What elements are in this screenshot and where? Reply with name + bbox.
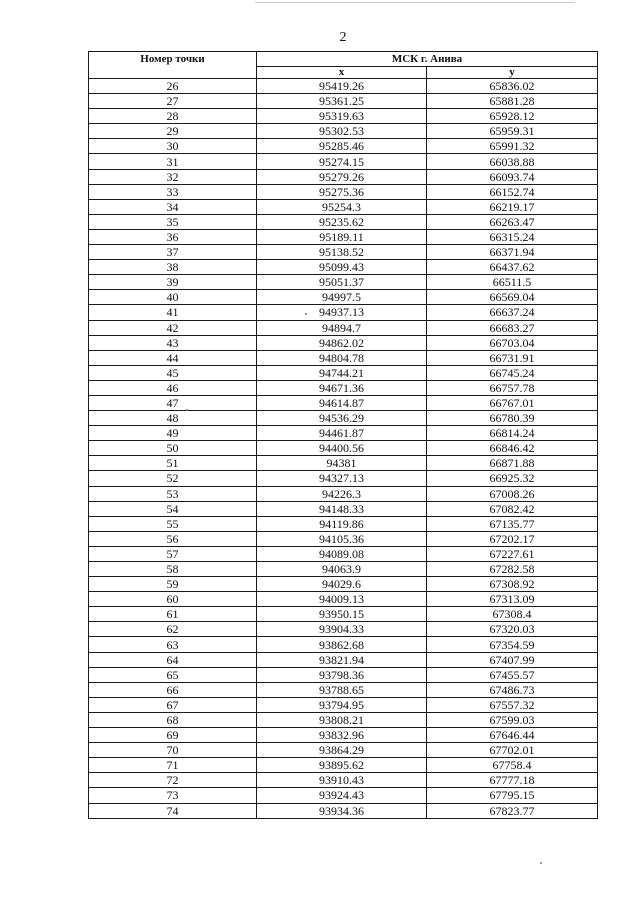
y-cell: 66315.24 — [427, 229, 598, 244]
table-row — [89, 682, 598, 697]
y-cell: 66637.24 — [427, 305, 598, 320]
point-number-cell: 38 — [89, 260, 257, 275]
point-number-cell: 50 — [89, 441, 257, 456]
x-cell: 95051.37 — [257, 275, 427, 290]
x-cell: 94009.13 — [257, 592, 427, 607]
x-cell: 93864.29 — [257, 743, 427, 758]
x-cell: 93934.36 — [257, 803, 427, 818]
x-cell: 95099.43 — [257, 260, 427, 275]
y-cell: 66745.24 — [427, 365, 598, 380]
y-cell: 67282.58 — [427, 562, 598, 577]
y-cell: 67407.99 — [427, 652, 598, 667]
point-number-cell: 32 — [89, 169, 257, 184]
x-cell: 93821.94 — [257, 652, 427, 667]
y-cell: 65881.28 — [427, 94, 598, 109]
point-number-cell: 46 — [89, 380, 257, 395]
y-cell: 66846.42 — [427, 441, 598, 456]
table-row — [89, 592, 598, 607]
point-number-cell: 44 — [89, 350, 257, 365]
table-row — [89, 577, 598, 592]
y-cell: 67777.18 — [427, 773, 598, 788]
table-row — [89, 562, 598, 577]
page-number: 2 — [339, 30, 347, 45]
y-cell: 66219.17 — [427, 199, 598, 214]
point-number-cell: 65 — [89, 667, 257, 682]
y-cell: 67308.4 — [427, 607, 598, 622]
x-cell: 94862.02 — [257, 335, 427, 350]
y-cell: 65836.02 — [427, 79, 598, 94]
y-cell: 66371.94 — [427, 245, 598, 260]
x-cell: 94226.3 — [257, 486, 427, 501]
x-cell: 93924.43 — [257, 788, 427, 803]
point-number-cell: 51 — [89, 456, 257, 471]
y-cell: 65991.32 — [427, 139, 598, 154]
y-cell: 66152.74 — [427, 184, 598, 199]
point-number-cell: 66 — [89, 682, 257, 697]
y-cell: 67135.77 — [427, 516, 598, 531]
x-cell: 94029.6 — [257, 577, 427, 592]
table-row — [89, 486, 598, 501]
x-cell: 95419.26 — [257, 79, 427, 94]
point-number-cell: 58 — [89, 562, 257, 577]
point-number-cell: 34 — [89, 199, 257, 214]
x-cell: 95319.63 — [257, 109, 427, 124]
x-cell: 94400.56 — [257, 441, 427, 456]
x-cell: 95361.25 — [257, 94, 427, 109]
point-number-cell: 26 — [89, 79, 257, 94]
y-cell: 66871.88 — [427, 456, 598, 471]
point-number-cell: 54 — [89, 501, 257, 516]
table-row — [89, 335, 598, 350]
point-number-cell: 30 — [89, 139, 257, 154]
point-number-cell: 72 — [89, 773, 257, 788]
table-row — [89, 712, 598, 727]
x-cell: 94063.9 — [257, 562, 427, 577]
x-cell: 95254.3 — [257, 199, 427, 214]
y-cell: 67354.59 — [427, 637, 598, 652]
point-number-cell: 56 — [89, 531, 257, 546]
y-cell: 67557.32 — [427, 697, 598, 712]
table-row — [89, 260, 598, 275]
table-row — [89, 275, 598, 290]
x-cell: 95285.46 — [257, 139, 427, 154]
point-number-cell: 36 — [89, 229, 257, 244]
point-number-cell: 52 — [89, 471, 257, 486]
table-row — [89, 184, 598, 199]
table-row — [89, 607, 598, 622]
y-cell: 67308.92 — [427, 577, 598, 592]
y-cell: 66780.39 — [427, 411, 598, 426]
point-number-header: Номер точки — [89, 52, 257, 79]
x-cell: 93788.65 — [257, 682, 427, 697]
x-cell: 93895.62 — [257, 758, 427, 773]
x-cell: 95275.36 — [257, 184, 427, 199]
table-row — [89, 758, 598, 773]
point-number-cell: 63 — [89, 637, 257, 652]
x-column-header: x — [257, 67, 427, 79]
x-cell: 94119.86 — [257, 516, 427, 531]
scan-speck — [305, 313, 307, 315]
table-row — [89, 199, 598, 214]
x-cell: 93862.68 — [257, 637, 427, 652]
x-cell: 93832.96 — [257, 728, 427, 743]
x-cell: 94671.36 — [257, 380, 427, 395]
scan-speck — [540, 862, 542, 864]
table-row — [89, 622, 598, 637]
y-cell: 67646.44 — [427, 728, 598, 743]
point-number-cell: 67 — [89, 697, 257, 712]
x-cell: 95274.15 — [257, 154, 427, 169]
x-cell: 94148.33 — [257, 501, 427, 516]
point-number-cell: 37 — [89, 245, 257, 260]
x-cell: 94461.87 — [257, 426, 427, 441]
x-cell: 94614.87 — [257, 395, 427, 410]
table-row — [89, 154, 598, 169]
y-cell: 67313.09 — [427, 592, 598, 607]
x-cell: 94381 — [257, 456, 427, 471]
table-row — [89, 380, 598, 395]
y-cell: 67008.26 — [427, 486, 598, 501]
y-cell: 66569.04 — [427, 290, 598, 305]
point-number-cell: 73 — [89, 788, 257, 803]
y-cell: 67758.4 — [427, 758, 598, 773]
y-cell: 66925.32 — [427, 471, 598, 486]
table-row — [89, 728, 598, 743]
point-number-cell: 33 — [89, 184, 257, 199]
point-number-cell: 59 — [89, 577, 257, 592]
point-number-cell: 29 — [89, 124, 257, 139]
table-row — [89, 788, 598, 803]
table-row — [89, 124, 598, 139]
x-cell: 95235.62 — [257, 214, 427, 229]
point-number-cell: 49 — [89, 426, 257, 441]
x-cell: 94744.21 — [257, 365, 427, 380]
x-cell: 94327.13 — [257, 471, 427, 486]
point-number-cell: 64 — [89, 652, 257, 667]
x-cell: 95302.53 — [257, 124, 427, 139]
y-cell: 67227.61 — [427, 546, 598, 561]
top-rule — [255, 2, 575, 3]
y-cell: 66703.04 — [427, 335, 598, 350]
table-row — [89, 411, 598, 426]
point-number-cell: 43 — [89, 335, 257, 350]
x-cell: 94536.29 — [257, 411, 427, 426]
table-row — [89, 456, 598, 471]
x-cell: 94105.36 — [257, 531, 427, 546]
x-cell: 93910.43 — [257, 773, 427, 788]
table-row — [89, 803, 598, 818]
y-cell: 66683.27 — [427, 320, 598, 335]
y-cell: 66038.88 — [427, 154, 598, 169]
y-cell: 67795.15 — [427, 788, 598, 803]
table-row — [89, 290, 598, 305]
point-number-cell: 70 — [89, 743, 257, 758]
y-cell: 67486.73 — [427, 682, 598, 697]
table-row — [89, 441, 598, 456]
table-row — [89, 531, 598, 546]
x-cell: 94089.08 — [257, 546, 427, 561]
y-column-header: y — [427, 67, 598, 79]
scan-speck — [186, 409, 188, 411]
point-number-cell: 69 — [89, 728, 257, 743]
y-cell: 67202.17 — [427, 531, 598, 546]
y-cell: 66767.01 — [427, 395, 598, 410]
table-row — [89, 169, 598, 184]
y-cell: 67455.57 — [427, 667, 598, 682]
y-cell: 66511.5 — [427, 275, 598, 290]
table-row — [89, 743, 598, 758]
point-number-cell: 41 — [89, 305, 257, 320]
table-row — [89, 501, 598, 516]
table-row — [89, 245, 598, 260]
x-cell: 94937.13 — [257, 305, 427, 320]
table-row — [89, 652, 598, 667]
table-row — [89, 305, 598, 320]
point-number-cell: 55 — [89, 516, 257, 531]
point-number-cell: 40 — [89, 290, 257, 305]
point-number-cell: 74 — [89, 803, 257, 818]
coordinate-system-header: МСК г. Анива — [257, 52, 598, 67]
table-row — [89, 516, 598, 531]
point-number-cell: 28 — [89, 109, 257, 124]
x-cell: 93798.36 — [257, 667, 427, 682]
point-number-cell: 31 — [89, 154, 257, 169]
x-cell: 95279.26 — [257, 169, 427, 184]
y-cell: 66263.47 — [427, 214, 598, 229]
x-cell: 94804.78 — [257, 350, 427, 365]
table-body — [89, 79, 598, 819]
y-cell: 65959.31 — [427, 124, 598, 139]
table-row — [89, 395, 598, 410]
point-number-cell: 68 — [89, 712, 257, 727]
table-row — [89, 426, 598, 441]
coordinates-table — [88, 51, 598, 819]
y-cell: 66814.24 — [427, 426, 598, 441]
x-cell: 95189.11 — [257, 229, 427, 244]
x-cell: 93794.95 — [257, 697, 427, 712]
y-cell: 65928.12 — [427, 109, 598, 124]
table-row — [89, 320, 598, 335]
table-row — [89, 697, 598, 712]
y-cell: 66437.62 — [427, 260, 598, 275]
y-cell: 67599.03 — [427, 712, 598, 727]
y-cell: 66731.91 — [427, 350, 598, 365]
table-row — [89, 109, 598, 124]
y-cell: 67823.77 — [427, 803, 598, 818]
x-cell: 94894.7 — [257, 320, 427, 335]
table-row — [89, 546, 598, 561]
point-number-cell: 60 — [89, 592, 257, 607]
point-number-cell: 42 — [89, 320, 257, 335]
y-cell: 66757.78 — [427, 380, 598, 395]
point-number-cell: 61 — [89, 607, 257, 622]
x-cell: 94997.5 — [257, 290, 427, 305]
x-cell: 93950.15 — [257, 607, 427, 622]
point-number-cell: 47 — [89, 395, 257, 410]
point-number-cell: 39 — [89, 275, 257, 290]
table-row — [89, 79, 598, 94]
table-row — [89, 773, 598, 788]
y-cell: 67702.01 — [427, 743, 598, 758]
y-cell: 67082.42 — [427, 501, 598, 516]
table-row — [89, 229, 598, 244]
x-cell: 93904.33 — [257, 622, 427, 637]
table-row — [89, 94, 598, 109]
y-cell: 67320.03 — [427, 622, 598, 637]
point-number-cell: 53 — [89, 486, 257, 501]
point-number-cell: 35 — [89, 214, 257, 229]
table-row — [89, 365, 598, 380]
point-number-cell: 48 — [89, 411, 257, 426]
table-row — [89, 667, 598, 682]
table-row — [89, 139, 598, 154]
table-row — [89, 637, 598, 652]
table-row — [89, 471, 598, 486]
table-row — [89, 214, 598, 229]
point-number-cell: 71 — [89, 758, 257, 773]
point-number-cell: 27 — [89, 94, 257, 109]
table-row — [89, 350, 598, 365]
point-number-cell: 45 — [89, 365, 257, 380]
x-cell: 95138.52 — [257, 245, 427, 260]
point-number-cell: 57 — [89, 546, 257, 561]
x-cell: 93808.21 — [257, 712, 427, 727]
point-number-cell: 62 — [89, 622, 257, 637]
y-cell: 66093.74 — [427, 169, 598, 184]
